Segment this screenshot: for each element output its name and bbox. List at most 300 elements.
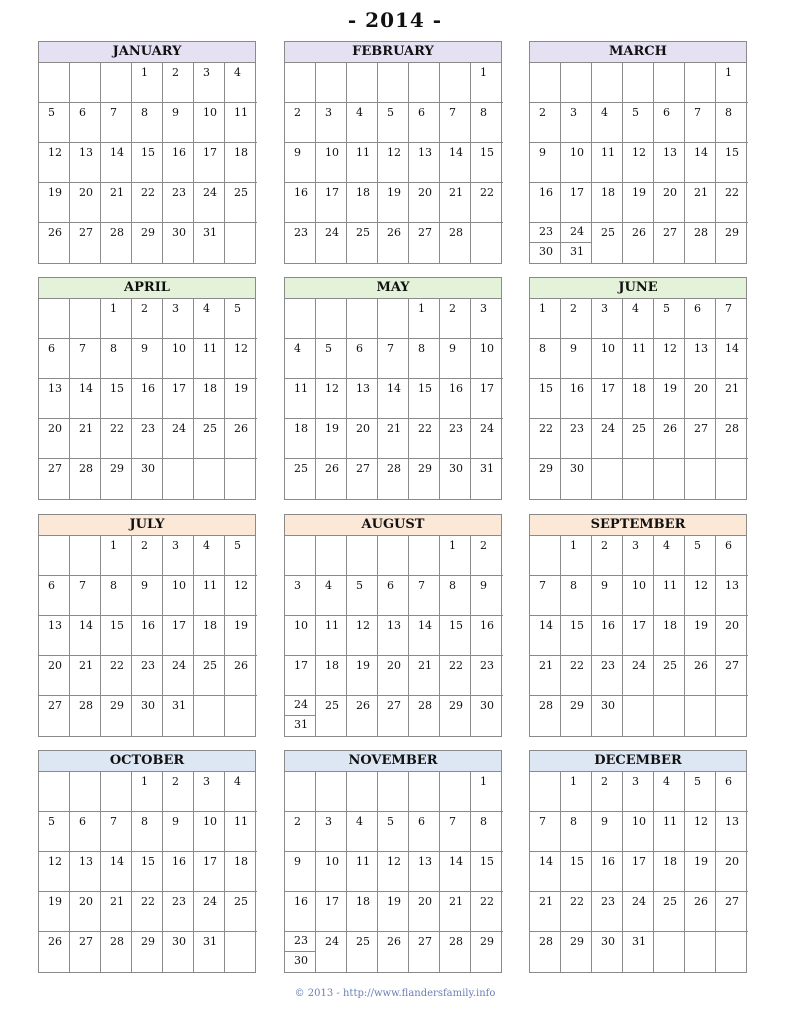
day-number: 19	[663, 382, 677, 395]
day-cell	[623, 419, 654, 459]
day-cell	[101, 459, 132, 499]
day-number: 22	[570, 659, 584, 672]
day-cell	[101, 143, 132, 183]
day-number: 18	[203, 619, 217, 632]
day-cell	[592, 892, 623, 932]
day-number: 4	[601, 106, 608, 119]
day-cell	[440, 892, 471, 932]
day-number: 23	[172, 895, 186, 908]
day-cell	[285, 812, 316, 852]
day-number: 18	[234, 855, 248, 868]
day-number: 31	[203, 935, 217, 948]
day-number: 20	[418, 895, 432, 908]
day-cell	[378, 143, 409, 183]
day-number: 13	[48, 619, 62, 632]
day-cell	[194, 299, 225, 339]
day-number: 26	[356, 699, 370, 712]
day-cell	[409, 223, 440, 263]
day-cell	[163, 419, 194, 459]
day-number: 26	[694, 895, 708, 908]
day-cell	[285, 616, 316, 656]
day-number: 30	[539, 245, 553, 258]
day-number: 1	[570, 539, 577, 552]
day-number: 12	[234, 579, 248, 592]
day-cell	[716, 892, 748, 932]
day-cell	[194, 812, 225, 852]
day-cell	[316, 183, 347, 223]
day-cell	[101, 103, 132, 143]
day-cell	[409, 299, 440, 339]
day-cell	[685, 339, 716, 379]
day-cell	[225, 419, 257, 459]
day-number: 3	[172, 302, 179, 315]
day-cell	[440, 932, 471, 972]
day-cell	[592, 576, 623, 616]
day-cell	[716, 536, 748, 576]
month-november	[284, 750, 502, 973]
day-number: 20	[387, 659, 401, 672]
day-cell	[440, 63, 471, 103]
day-number: 20	[725, 855, 739, 868]
day-number: 2	[294, 815, 301, 828]
day-cell	[101, 223, 132, 263]
day-cell	[561, 183, 592, 223]
day-cell	[378, 223, 409, 263]
day-cell	[685, 812, 716, 852]
day-number: 6	[48, 579, 55, 592]
day-number: 15	[539, 382, 553, 395]
day-cell	[70, 223, 101, 263]
day-cell	[285, 536, 316, 576]
day-number: 19	[387, 895, 401, 908]
day-number: 30	[141, 462, 155, 475]
month-june	[529, 277, 747, 500]
day-number: 11	[294, 382, 308, 395]
day-number: 29	[141, 226, 155, 239]
day-cell	[285, 772, 316, 812]
month-september	[529, 514, 747, 737]
day-grid	[530, 536, 748, 736]
day-cell	[101, 299, 132, 339]
day-cell	[225, 656, 257, 696]
day-number: 24	[172, 659, 186, 672]
day-number: 31	[203, 226, 217, 239]
day-number: 19	[234, 619, 248, 632]
day-cell	[378, 459, 409, 499]
day-cell	[685, 656, 716, 696]
day-cell	[225, 812, 257, 852]
day-number: 15	[110, 382, 124, 395]
month-header: AUGUST	[285, 515, 501, 536]
day-number: 27	[725, 659, 739, 672]
day-number: 18	[663, 855, 677, 868]
day-cell	[347, 696, 378, 736]
day-cell	[194, 143, 225, 183]
day-cell	[530, 459, 561, 499]
day-number: 10	[172, 579, 186, 592]
day-cell	[163, 183, 194, 223]
day-number: 7	[110, 815, 117, 828]
day-cell	[409, 576, 440, 616]
day-number: 11	[632, 342, 646, 355]
day-number: 11	[663, 815, 677, 828]
day-cell	[378, 656, 409, 696]
day-number: 30	[601, 699, 615, 712]
day-number: 16	[294, 895, 308, 908]
day-number: 18	[356, 186, 370, 199]
day-cell	[316, 419, 347, 459]
day-cell	[132, 892, 163, 932]
day-cell	[623, 223, 654, 263]
day-cell	[716, 183, 748, 223]
day-cell	[561, 892, 592, 932]
day-cell	[225, 616, 257, 656]
day-cell	[285, 419, 316, 459]
day-cell	[471, 339, 503, 379]
day-number: 31	[570, 245, 584, 258]
day-number: 6	[48, 342, 55, 355]
day-cell	[378, 812, 409, 852]
day-cell	[194, 223, 225, 263]
day-number: 26	[663, 422, 677, 435]
day-cell	[592, 459, 623, 499]
day-cell	[440, 459, 471, 499]
day-cell	[623, 299, 654, 339]
day-number: 6	[356, 342, 363, 355]
day-number: 8	[570, 579, 577, 592]
day-cell	[378, 183, 409, 223]
day-cell	[194, 459, 225, 499]
copyright-footer: © 2013 - http://www.flandersfamily.info	[294, 988, 496, 999]
day-number: 13	[663, 146, 677, 159]
day-number: 3	[172, 539, 179, 552]
day-cell	[471, 656, 503, 696]
day-number: 30	[601, 935, 615, 948]
day-number: 9	[172, 815, 179, 828]
day-cell	[440, 103, 471, 143]
day-cell	[471, 696, 503, 736]
day-cell	[654, 223, 685, 263]
day-cell	[561, 223, 592, 243]
day-cell	[654, 419, 685, 459]
day-number: 21	[694, 186, 708, 199]
day-cell	[716, 459, 748, 499]
day-cell	[347, 892, 378, 932]
day-number: 15	[480, 146, 494, 159]
day-cell	[194, 183, 225, 223]
day-cell	[716, 103, 748, 143]
day-cell	[194, 656, 225, 696]
year-title: - 2014 -	[347, 8, 443, 32]
day-cell	[132, 223, 163, 263]
day-cell	[561, 243, 592, 263]
day-cell	[163, 812, 194, 852]
day-number: 25	[601, 226, 615, 239]
day-cell	[378, 299, 409, 339]
day-cell	[378, 103, 409, 143]
day-number: 8	[725, 106, 732, 119]
day-cell	[685, 63, 716, 103]
day-number: 17	[325, 895, 339, 908]
day-number: 25	[632, 422, 646, 435]
day-cell	[163, 656, 194, 696]
day-cell	[561, 459, 592, 499]
day-cell	[409, 656, 440, 696]
day-number: 14	[110, 146, 124, 159]
day-cell	[316, 696, 347, 736]
day-number: 18	[203, 382, 217, 395]
day-cell	[101, 772, 132, 812]
day-cell	[378, 696, 409, 736]
day-cell	[440, 616, 471, 656]
day-number: 5	[694, 539, 701, 552]
day-number: 21	[449, 895, 463, 908]
day-number: 24	[172, 422, 186, 435]
day-number: 26	[387, 226, 401, 239]
day-number: 25	[294, 462, 308, 475]
day-cell	[316, 892, 347, 932]
day-number: 20	[48, 422, 62, 435]
day-cell	[716, 772, 748, 812]
day-number: 31	[172, 699, 186, 712]
day-cell	[132, 852, 163, 892]
day-number: 9	[294, 146, 301, 159]
day-cell	[471, 812, 503, 852]
day-cell	[471, 576, 503, 616]
day-cell	[561, 536, 592, 576]
day-cell	[194, 63, 225, 103]
day-cell	[471, 852, 503, 892]
day-cell	[530, 103, 561, 143]
day-number: 7	[449, 815, 456, 828]
day-cell	[194, 696, 225, 736]
day-cell	[623, 616, 654, 656]
day-number: 12	[234, 342, 248, 355]
day-cell	[347, 183, 378, 223]
day-number: 17	[480, 382, 494, 395]
day-number: 8	[539, 342, 546, 355]
day-number: 19	[48, 186, 62, 199]
day-number: 23	[141, 659, 155, 672]
day-cell	[471, 772, 503, 812]
day-number: 9	[141, 579, 148, 592]
day-cell	[654, 379, 685, 419]
day-number: 28	[110, 226, 124, 239]
day-number: 20	[79, 895, 93, 908]
day-cell	[561, 339, 592, 379]
month-april	[38, 277, 256, 500]
day-cell	[409, 616, 440, 656]
day-number: 15	[480, 855, 494, 868]
day-cell	[132, 536, 163, 576]
day-cell	[378, 536, 409, 576]
day-cell	[623, 103, 654, 143]
day-cell	[716, 932, 748, 972]
day-cell	[716, 223, 748, 263]
day-cell	[654, 656, 685, 696]
day-number: 25	[356, 226, 370, 239]
month-march	[529, 41, 747, 264]
day-cell	[101, 379, 132, 419]
day-cell	[592, 812, 623, 852]
day-cell	[530, 616, 561, 656]
day-number: 28	[539, 699, 553, 712]
day-number: 23	[601, 659, 615, 672]
day-cell	[592, 852, 623, 892]
month-header: SEPTEMBER	[530, 515, 746, 536]
day-cell	[685, 379, 716, 419]
day-cell	[194, 379, 225, 419]
day-number: 21	[387, 422, 401, 435]
day-cell	[530, 299, 561, 339]
day-cell	[101, 576, 132, 616]
day-number: 11	[234, 106, 248, 119]
day-cell	[225, 852, 257, 892]
day-number: 6	[725, 539, 732, 552]
day-cell	[70, 419, 101, 459]
day-cell	[530, 852, 561, 892]
day-number: 14	[449, 146, 463, 159]
day-number: 22	[480, 895, 494, 908]
day-number: 4	[356, 815, 363, 828]
day-cell	[440, 696, 471, 736]
day-number: 28	[418, 699, 432, 712]
day-number: 24	[325, 226, 339, 239]
day-number: 23	[449, 422, 463, 435]
day-cell	[592, 932, 623, 972]
day-cell	[225, 103, 257, 143]
day-cell	[225, 143, 257, 183]
day-cell	[285, 143, 316, 183]
day-cell	[654, 576, 685, 616]
day-number: 29	[449, 699, 463, 712]
day-number: 11	[356, 855, 370, 868]
day-number: 10	[294, 619, 308, 632]
day-number: 6	[694, 302, 701, 315]
day-cell	[70, 616, 101, 656]
day-number: 1	[141, 775, 148, 788]
day-cell	[592, 772, 623, 812]
day-cell	[70, 576, 101, 616]
day-grid	[530, 772, 748, 972]
day-number: 24	[601, 422, 615, 435]
day-grid	[39, 63, 257, 263]
day-grid	[285, 772, 503, 972]
day-cell	[409, 63, 440, 103]
day-cell	[530, 576, 561, 616]
day-cell	[39, 576, 70, 616]
day-cell	[194, 536, 225, 576]
day-cell	[163, 143, 194, 183]
day-number: 29	[539, 462, 553, 475]
day-number: 21	[79, 659, 93, 672]
day-number: 1	[480, 66, 487, 79]
day-cell	[316, 812, 347, 852]
day-number: 25	[663, 895, 677, 908]
day-number: 1	[539, 302, 546, 315]
day-number: 30	[294, 954, 308, 967]
day-number: 22	[539, 422, 553, 435]
day-number: 5	[663, 302, 670, 315]
day-number: 3	[632, 539, 639, 552]
day-number: 21	[449, 186, 463, 199]
day-number: 30	[449, 462, 463, 475]
day-cell	[347, 812, 378, 852]
day-number: 19	[694, 619, 708, 632]
day-cell	[39, 339, 70, 379]
day-cell	[530, 932, 561, 972]
day-number: 9	[539, 146, 546, 159]
day-number: 16	[294, 186, 308, 199]
day-number: 16	[480, 619, 494, 632]
day-number: 3	[632, 775, 639, 788]
day-cell	[285, 63, 316, 103]
day-cell	[530, 223, 561, 243]
day-number: 24	[570, 225, 584, 238]
day-cell	[132, 339, 163, 379]
day-cell	[561, 812, 592, 852]
day-number: 9	[141, 342, 148, 355]
day-cell	[623, 536, 654, 576]
day-number: 23	[141, 422, 155, 435]
day-cell	[530, 143, 561, 183]
day-cell	[132, 812, 163, 852]
day-cell	[70, 143, 101, 183]
day-number: 7	[694, 106, 701, 119]
day-cell	[592, 183, 623, 223]
day-cell	[716, 419, 748, 459]
day-cell	[39, 419, 70, 459]
day-number: 11	[663, 579, 677, 592]
day-number: 11	[601, 146, 615, 159]
day-number: 9	[449, 342, 456, 355]
day-number: 24	[294, 698, 308, 711]
day-number: 8	[480, 106, 487, 119]
day-cell	[409, 379, 440, 419]
day-cell	[592, 143, 623, 183]
day-number: 29	[110, 462, 124, 475]
day-cell	[471, 932, 503, 972]
day-number: 31	[294, 718, 308, 731]
day-number: 1	[110, 302, 117, 315]
day-number: 7	[418, 579, 425, 592]
day-cell	[39, 143, 70, 183]
day-number: 15	[570, 855, 584, 868]
day-cell	[132, 143, 163, 183]
day-cell	[39, 63, 70, 103]
day-cell	[70, 536, 101, 576]
day-cell	[285, 379, 316, 419]
day-number: 29	[110, 699, 124, 712]
day-number: 22	[418, 422, 432, 435]
day-number: 14	[79, 619, 93, 632]
day-cell	[592, 63, 623, 103]
day-number: 5	[387, 815, 394, 828]
day-cell	[471, 459, 503, 499]
day-number: 14	[539, 855, 553, 868]
day-cell	[163, 103, 194, 143]
day-cell	[592, 299, 623, 339]
day-number: 8	[110, 342, 117, 355]
day-cell	[347, 103, 378, 143]
day-cell	[347, 536, 378, 576]
day-number: 1	[418, 302, 425, 315]
day-number: 16	[539, 186, 553, 199]
day-number: 8	[418, 342, 425, 355]
day-cell	[623, 852, 654, 892]
day-number: 21	[79, 422, 93, 435]
day-cell	[70, 696, 101, 736]
